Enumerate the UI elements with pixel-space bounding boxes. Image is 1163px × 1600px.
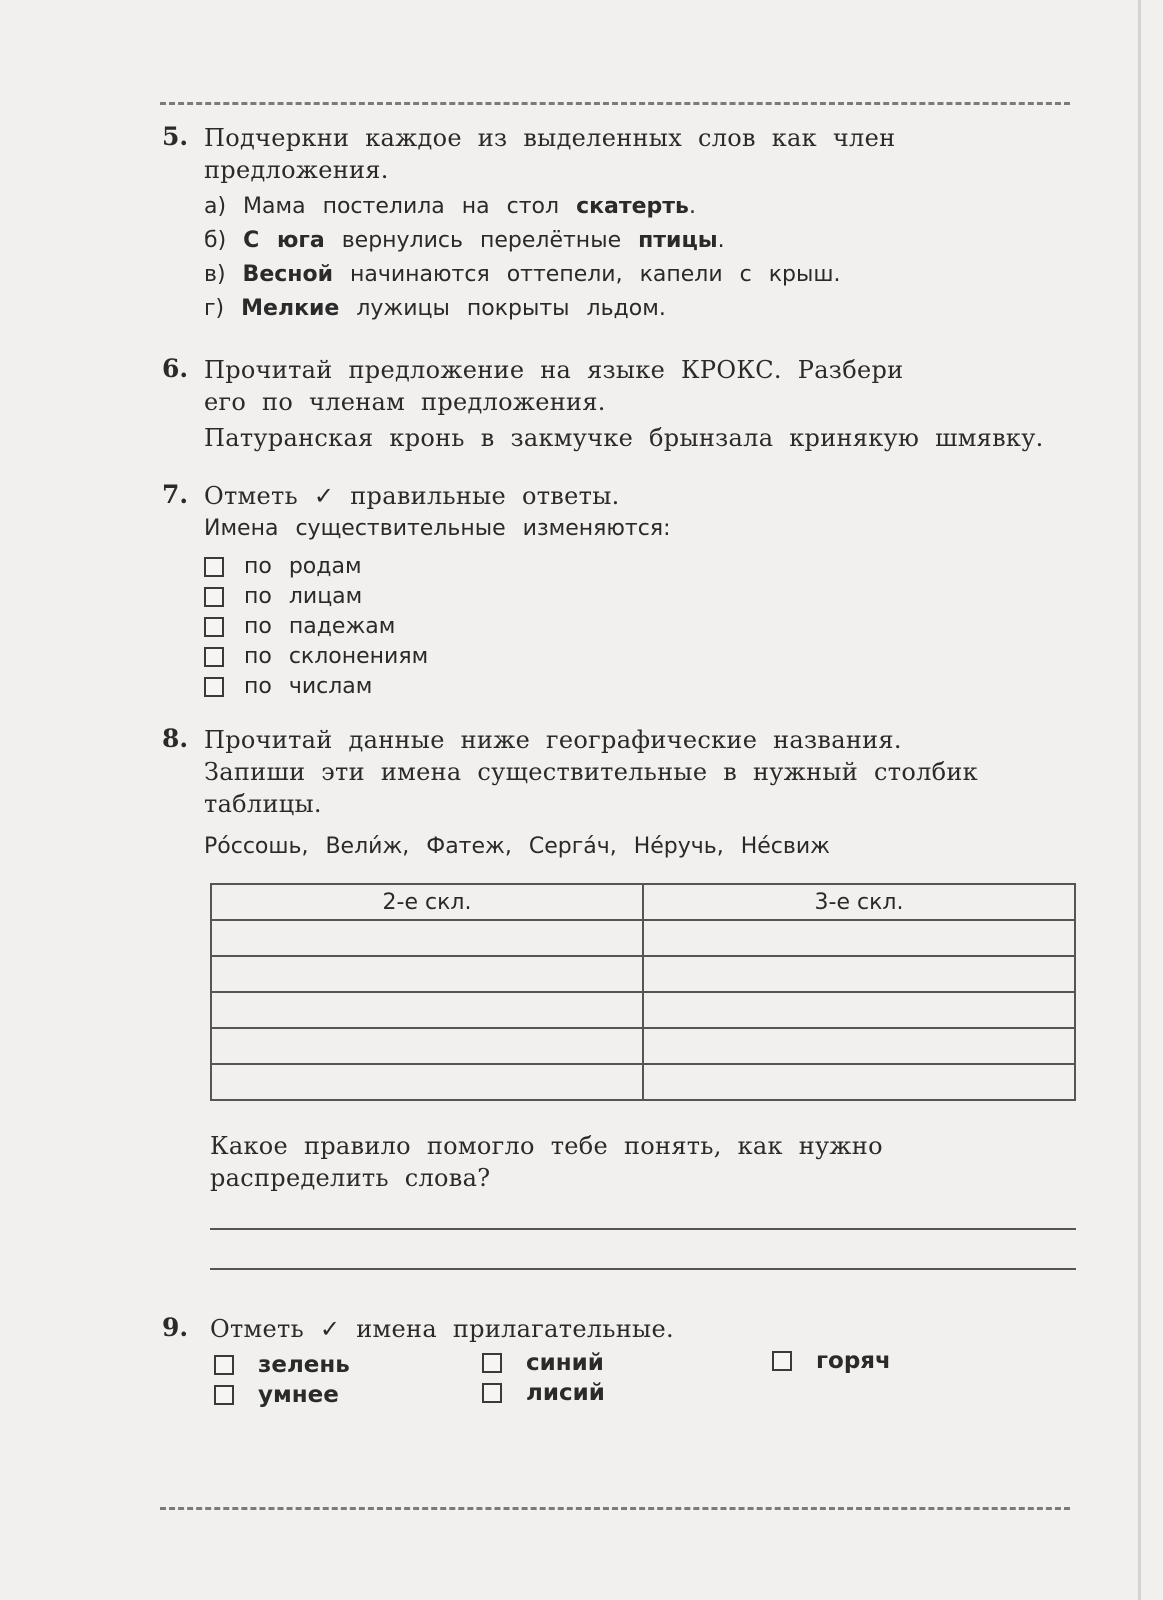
rule-question bbox=[210, 1130, 1076, 1194]
sentence-list bbox=[204, 190, 1062, 326]
sentence-text: . bbox=[717, 228, 725, 253]
column-header: 2-е скл. bbox=[211, 884, 643, 920]
answer-option[interactable] bbox=[204, 612, 428, 642]
answer-cell[interactable] bbox=[643, 1064, 1075, 1100]
option-label: по падежам bbox=[244, 614, 396, 639]
instruction-line: таблицы. bbox=[204, 790, 322, 818]
option-label: зелень bbox=[258, 1352, 350, 1378]
table-row bbox=[211, 956, 1075, 992]
adjective-option[interactable] bbox=[214, 1352, 350, 1378]
answer-cell[interactable] bbox=[211, 1064, 643, 1100]
instruction-line: предложения. bbox=[204, 156, 389, 184]
option-label: горяч bbox=[816, 1348, 891, 1374]
checkbox[interactable] bbox=[214, 1355, 234, 1375]
sentence-text: начинаются оттепели, капели с крыш. bbox=[333, 262, 841, 287]
checkbox[interactable] bbox=[482, 1353, 502, 1373]
adjective-option[interactable] bbox=[482, 1350, 604, 1376]
table-row bbox=[211, 920, 1075, 956]
instruction-text: Отметь bbox=[204, 482, 298, 510]
option-label: по лицам bbox=[244, 584, 363, 609]
option-label: по родам bbox=[244, 554, 362, 579]
checkbox[interactable] bbox=[204, 557, 224, 577]
checkbox[interactable] bbox=[204, 647, 224, 667]
declension-table bbox=[210, 883, 1076, 1101]
sentence-item bbox=[204, 190, 1062, 224]
answer-line[interactable] bbox=[210, 1268, 1076, 1270]
option-label: синий bbox=[526, 1350, 604, 1376]
task-number: 8. bbox=[162, 724, 189, 753]
task-8 bbox=[162, 724, 1062, 864]
sentence-item bbox=[204, 258, 1062, 292]
highlighted-word[interactable]: С юга bbox=[243, 228, 325, 253]
option-label: лисий bbox=[526, 1380, 605, 1406]
table-row bbox=[211, 992, 1075, 1028]
answer-cell[interactable] bbox=[643, 920, 1075, 956]
highlighted-word[interactable]: Весной bbox=[242, 262, 334, 287]
answer-option[interactable] bbox=[204, 672, 428, 702]
adjective-option[interactable] bbox=[772, 1348, 891, 1374]
question: Имена существительные изменяются: bbox=[204, 516, 671, 541]
top-cut-line bbox=[160, 102, 1070, 105]
adjective-option[interactable] bbox=[482, 1380, 605, 1406]
checkmark-icon: ✓ bbox=[313, 482, 335, 510]
instruction-line: Прочитай данные ниже географические названия. bbox=[204, 726, 902, 754]
task-number: 5. bbox=[162, 122, 189, 151]
highlighted-word[interactable]: птицы bbox=[638, 228, 718, 253]
answer-cell[interactable] bbox=[211, 920, 643, 956]
answer-line[interactable] bbox=[210, 1228, 1076, 1230]
checkmark-icon: ✓ bbox=[319, 1315, 341, 1343]
answer-cell[interactable] bbox=[211, 1028, 643, 1064]
geo-words: Ро́ссошь, Вели́ж, Фатеж, Серга́ч, Не́ручь, Не́свиж bbox=[204, 834, 830, 859]
question-line: распределить слова? bbox=[210, 1164, 491, 1192]
bottom-cut-line bbox=[160, 1507, 1070, 1510]
option-label: умнее bbox=[258, 1382, 339, 1408]
instruction-text: Отметь bbox=[210, 1315, 304, 1343]
sentence-text: вернулись перелётные bbox=[324, 228, 639, 253]
answer-cell[interactable] bbox=[643, 992, 1075, 1028]
highlighted-word[interactable]: Мелкие bbox=[241, 296, 340, 321]
table-row bbox=[211, 1028, 1075, 1064]
table-header-row bbox=[211, 884, 1075, 920]
checkbox[interactable] bbox=[204, 587, 224, 607]
instruction-line: Прочитай предложение на языке КРОКС. Разбери bbox=[204, 356, 904, 384]
task-6 bbox=[162, 354, 1062, 454]
answer-option[interactable] bbox=[204, 552, 428, 582]
checkbox[interactable] bbox=[204, 617, 224, 637]
sentence-text: . bbox=[688, 194, 696, 219]
table-row bbox=[211, 1064, 1075, 1100]
instruction-line: его по членам предложения. bbox=[204, 388, 606, 416]
instruction-line bbox=[204, 480, 1062, 512]
column-header: 3-е скл. bbox=[643, 884, 1075, 920]
task-7 bbox=[162, 480, 1062, 699]
checkbox[interactable] bbox=[214, 1385, 234, 1405]
options-list bbox=[204, 552, 428, 702]
sentence-text: а) Мама постелила на стол bbox=[204, 194, 577, 219]
kroks-sentence: Патуранская кронь в закмучке брынзала кринякую шмявку. bbox=[204, 424, 1044, 452]
sentence-text: б) bbox=[204, 228, 244, 253]
task-number: 6. bbox=[162, 354, 189, 383]
sentence-item bbox=[204, 292, 1062, 326]
instruction-text: правильные ответы. bbox=[350, 482, 620, 510]
checkbox[interactable] bbox=[772, 1351, 792, 1371]
question-line: Какое правило помогло тебе понять, как нужно bbox=[210, 1132, 883, 1160]
instruction-line: Подчеркни каждое из выделенных слов как член bbox=[204, 124, 896, 152]
highlighted-word[interactable]: скатерть bbox=[576, 194, 689, 219]
sentence-text: лужицы покрыты льдом. bbox=[339, 296, 666, 321]
checkbox[interactable] bbox=[482, 1383, 502, 1403]
sentence-text: г) bbox=[204, 296, 242, 321]
task-number: 9. bbox=[162, 1313, 189, 1342]
sentence-item bbox=[204, 224, 1062, 258]
adjective-option[interactable] bbox=[214, 1382, 339, 1408]
instruction-line bbox=[210, 1313, 1062, 1345]
option-label: по склонениям bbox=[244, 644, 429, 669]
instruction-line: Запиши эти имена существительные в нужный столбик bbox=[204, 758, 978, 786]
page-edge bbox=[1138, 0, 1141, 1600]
answer-cell[interactable] bbox=[643, 1028, 1075, 1064]
sentence-text: в) bbox=[204, 262, 243, 287]
checkbox[interactable] bbox=[204, 677, 224, 697]
answer-option[interactable] bbox=[204, 582, 428, 612]
answer-cell[interactable] bbox=[211, 956, 643, 992]
task-9 bbox=[162, 1313, 1062, 1345]
instruction-text: имена прилагательные. bbox=[356, 1315, 674, 1343]
task-5 bbox=[162, 122, 1062, 326]
answer-option[interactable] bbox=[204, 642, 428, 672]
answer-cell[interactable] bbox=[643, 956, 1075, 992]
option-label: по числам bbox=[244, 674, 373, 699]
task-number: 7. bbox=[162, 480, 189, 509]
answer-cell[interactable] bbox=[211, 992, 643, 1028]
